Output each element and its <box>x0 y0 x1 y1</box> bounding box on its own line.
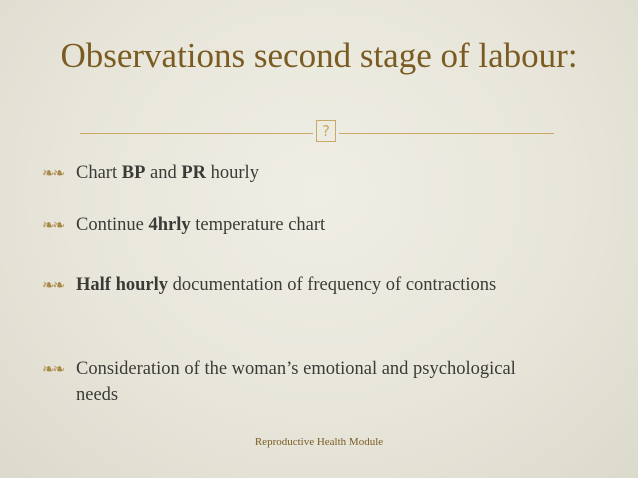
bullet-marker-icon: ❧❧ <box>42 276 64 294</box>
bullet-emphasis: Half hourly <box>76 275 168 295</box>
bullet-item-emotional-needs <box>42 356 522 408</box>
bullet-emphasis: 4hrly <box>148 215 191 235</box>
bullet-text: and <box>145 163 182 183</box>
bullet-text: temperature chart <box>190 215 326 235</box>
bullet-text: Consideration of the woman’s emotional and psychological needs <box>76 359 516 405</box>
bullet-emphasis: PR <box>181 163 207 183</box>
bullet-item-chart-bp-pr <box>42 160 259 186</box>
bullet-marker-icon: ❧❧ <box>42 360 64 378</box>
bullet-text: Chart <box>76 163 122 183</box>
title-divider-left <box>80 133 313 134</box>
bullet-marker-icon: ❧❧ <box>42 216 64 234</box>
bullet-marker-icon: ❧❧ <box>42 164 64 182</box>
bullet-text: hourly <box>206 163 259 183</box>
bullet-item-contractions <box>42 272 496 298</box>
title-divider-right <box>339 133 554 134</box>
bullet-item-temperature <box>42 212 325 238</box>
slide-footer: Reproductive Health Module <box>254 436 384 448</box>
bullet-emphasis: BP <box>121 163 146 183</box>
slide-title: Observations second stage of labour: <box>60 36 578 75</box>
bullet-text: documentation of frequency of contractions <box>168 275 497 295</box>
bullet-text: Continue <box>76 215 149 235</box>
divider-ornament-icon: ? <box>316 120 336 142</box>
